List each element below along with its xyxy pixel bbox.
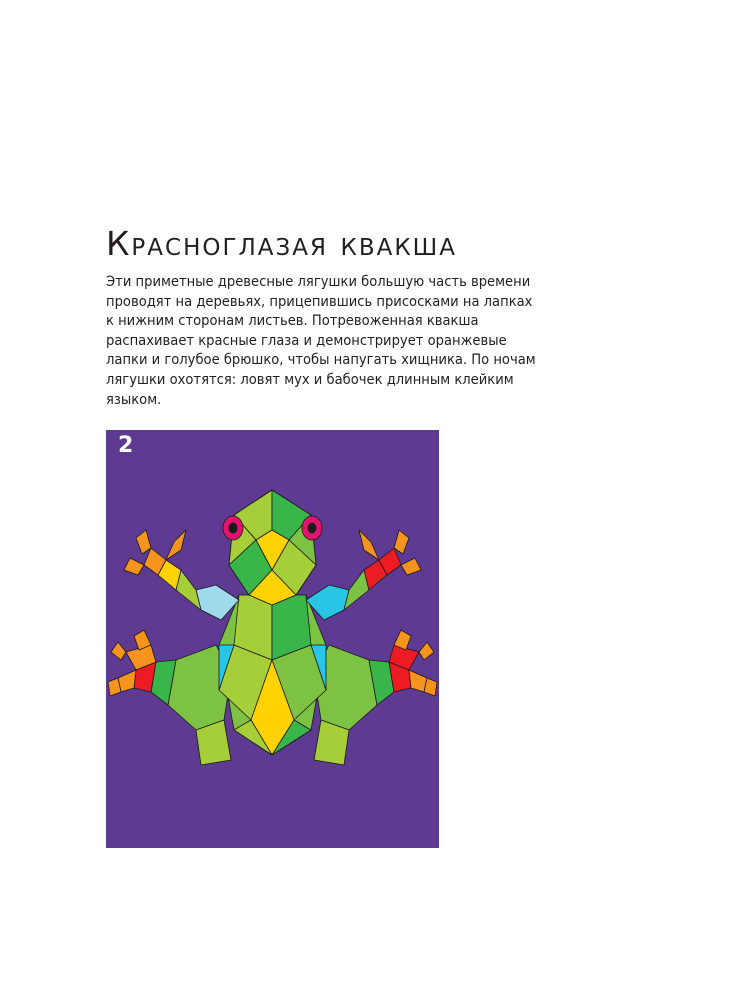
paragraph-line: к нижним сторонам листьев. Потревоженная квакша bbox=[106, 312, 479, 330]
illustration-number: 2 bbox=[118, 433, 134, 458]
frog-illustration bbox=[106, 430, 439, 848]
paragraph-line: Эти приметные древесные лягушки большую часть времени bbox=[106, 273, 531, 290]
illustration-panel bbox=[106, 430, 439, 848]
paragraph-line: распахивает красные глаза и демонстрирует оранжевые bbox=[106, 331, 507, 349]
page-title: Красноглазая квакша bbox=[106, 224, 457, 263]
description-paragraph bbox=[106, 272, 546, 409]
paragraph-line: лапки и голубое брюшко, чтобы напугать хищника. По ночам bbox=[106, 351, 536, 369]
paragraph-line: лягушки охотятся: ловят мух и бабочек длинным клейким bbox=[106, 370, 514, 388]
paragraph-line: языком. bbox=[106, 390, 162, 408]
paragraph-line: проводят на деревьях, прицепившись присосками на лапках bbox=[106, 292, 533, 310]
